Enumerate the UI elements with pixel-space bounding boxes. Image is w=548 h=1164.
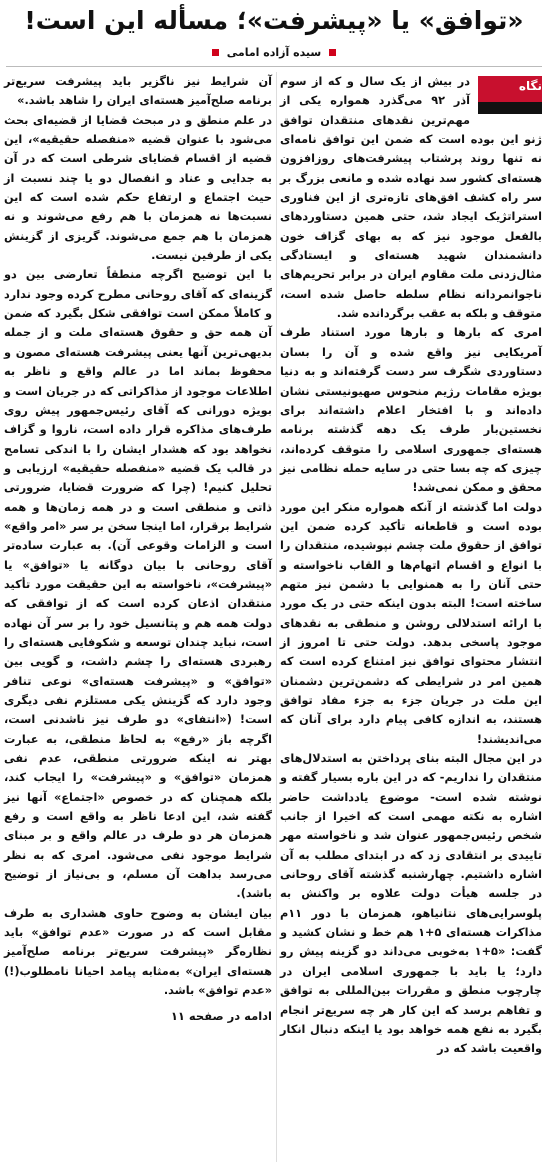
section-tag-label: نگاه — [518, 79, 542, 93]
paragraph: در بیش از یک سال و که از سوم آذر ۹۲ می‌گذرد همواره یکی از مهم‌ترین نقدهای منتقدان توافق ژنو این بوده است که ضمن این توافق نامه‌ای نه تنها روند پرشتاب پیشرفت‌های روزافزون هسته‌ای کشور سد نهاده شده و مانعی بزرگ بر سر راه کشف افق‌های تازه‌تری از این فناوری استراتژیک ایجاد شد، حتی همین دستاوردهای بالفعل موجود نیز که به بهای گزاف خون دانشمندان شهید هسته‌ای و ایستادگی مثال‌زدنی ملت مقاوم ایران در برابر تحریم‌های ناجوانمردانه نظام سلطه حاصل شده است، متوقف و بلکه به عقب برگردانده شد. — [280, 75, 542, 321]
paragraph: آن شرایط نیز ناگزیر باید پیشرفت سریع‌تر برنامه صلح‌آمیز هسته‌ای ایران را شاهد باشد.» — [4, 75, 272, 108]
continued-on-page-link[interactable]: ادامه در صفحه ۱۱ — [170, 1008, 272, 1023]
article-headline: «توافق» یا «پیشرفت»؛ مسأله این است! — [24, 6, 524, 35]
red-square-icon — [212, 49, 219, 56]
paragraph: امری که بارها و بارها مورد استناد طرف آمریکایی نیز واقع شده و آن را بسان دستاوردی شگرف سر دست گرفته‌اند و به دنیا بویژه مقامات رژیم منحوس صهیونیستی نشان داده‌اند و با افتخار اعلام داشته‌اند برای نخستین‌بار طرف یک دهه گذشته برنامه هسته‌ای جمهوری اسلامی را متوقف کرده‌اند، چیزی که چه بسا حتی در سایه حمله نظامی نیز محقق و ممکن نمی‌شد! — [280, 326, 542, 495]
paragraph: با این توضیح اگرچه منطقاً تعارضی بین دو گزینه‌ای که آقای روحانی مطرح کرده وجود ندارد و کاملاً ممکن است توافقی شکل بگیرد که ضمن آن همه حق و حقوق هسته‌ای ملت و از جمله بدیهی‌ترین آنها یعنی پیشرفت هسته‌ای مصون و محفوظ بماند اما در عالم واقع و ناظر به اطلاعات موجود از مذاکراتی که در جریان است و بویژه دورانی که آقای رئیس‌جمهور پیش روی طرف‌های مذاکره قرار داده است، ناروا و گزاف نخواهد بود که هشدار ایشان را با اندکی تسامح در قالب یک قضیه «منفصله حقیقیه» ارزیابی و تحلیل کنیم! (چرا که ضرورت قضایا، ضرورتی ذاتی و منطقی است و در همه زمان‌ها و همه شرایط برقرار، اما اینجا سخن بر سر «امر واقع» است و الزامات وقوعی آن). به عبارت ساده‌تر آقای روحانی با بیان دوگانه یا «توافق» یا «پیشرفت»، ناخواسته به این حقیقت مورد تأکید منتقدان اذعان کرده است که از توافقی که دولت همه هم و پتانسیل خود را بر سر آن نهاده است، نباید چندان توسعه و شکوفایی هسته‌ای را رهبردی هسته‌ای را چشم داشت، و گویی بین «توافق» و «پیشرفت هسته‌ای» نوعی تنافر وجود دارد که گزینش یکی مستلزم نفی دیگری است! («انتفای» دو طرف نیز ناشدنی است، اگرچه باز «رفع» به لحاظ منطقی، به عبارت بهتر نه اینکه ضرورتی منطقی، عدم نفی همزمان «توافق» و «پیشرفت» را ایجاب کند، بلکه همچنان که در خصوص «اجتماع» آنها نیز گفته شد، این ادعا ناظر به واقع است و رفع همزمان هر دو طرف در عالم واقع و بر مبنای شرایط موجود نفی می‌شود. امری که به نظر می‌رسد بداهت آن مسلم، و بی‌نیاز از توضیح باشد). — [4, 268, 272, 901]
red-square-icon — [329, 49, 336, 56]
section-tag — [478, 76, 542, 114]
section-tag-bar — [478, 102, 542, 114]
column-divider — [276, 72, 277, 1162]
paragraph: بیان ایشان به وضوح حاوی هشداری به طرف مقابل است که در صورت «عدم توافق» باید نظاره‌گر «پیشرفت سریع‌تر برنامه صلح‌آمیز هسته‌ای ایران» به‌مثابه پیامد احیانا نامطلوب(!) «عدم توافق» باشد. — [4, 906, 272, 998]
paragraph: در علم منطق و در مبحث قضایا از قضیه‌ای بحث می‌شود با عنوان قضیه «منفصله حقیقیه»، این قضیه از اقسام قضایای شرطی است که در آن به جدایی و عناد و انفصال دو یا چند نسبت از حیث اجتماع و ارتفاع حکم شده است که این نسبت‌ها نه همزمان با هم رفع می‌شوند و نه همزمان با هم جمع می‌شوند. گریزی از گزینش یکی از طرفین نیست. — [4, 113, 272, 263]
paragraph: دولت اما گذشته از آنکه همواره منکر این مورد بوده است و قاطعانه تأکید کرده ضمن این توافق از حقوق ملت چشم نپوشیده، منتقدان را با انواع و اقسام اتهام‌ها و القاب ناخواسته و حتی آنان را به همنوایی با دشمن نیز متهم ساخته است! البته بدون اینکه حتی در یک مورد با ارائه استدلالی روشن و منطقی به نقدهای موجود پاسخی بدهد. دولت حتی تا امروز از انتشار محتوای توافق نیز امتناع کرده است که همین امر در شرایطی که دشمن‌ترین دشمنان این ملت در جریان جزء به جزء مفاد توافق هستند، به اندازه کافی پیام دارد برای آنان که می‌اندیشند! — [280, 500, 542, 746]
article-column-right — [280, 72, 542, 1059]
article-column-left — [4, 72, 272, 1026]
header-divider — [6, 66, 542, 67]
byline — [0, 42, 548, 62]
author-name: سیده آزاده امامی — [226, 45, 322, 59]
paragraph: در این مجال البته بنای پرداختن به استدلال‌های منتقدان را نداریم- که در این باره بسیار گفته و نوشته شده است- موضوع یادداشت حاضر اشاره به نکته مهمی است که اخیرا از جانب شخص رئیس‌جمهور عنوان شد و ناخواسته مهر تاییدی بر انتقادی زد که در ابتدای مطلب به آن اشاره داشتیم. چهارشنبه گذشته آقای روحانی در جلسه هیأت دولت علاوه بر واکنش به پلوسرایی‌های نتانیاهو، همزمان با دور ۱۱م مذاکرات هسته‌ای ۵+۱ هم خط و نشان کشید و گفت: «۵+۱ به‌خوبی می‌داند دو گزینه پیش رو دارد؛ یا باید با جمهوری اسلامی ایران در چارچوب منطق و مقررات بین‌المللی به توافق و تفاهم برسد که این کار هر چه سریع‌تر انجام بگیرد به نفع همه خواهد بود یا اینکه دنبال انکار واقعیت باشد که در — [280, 752, 542, 1056]
